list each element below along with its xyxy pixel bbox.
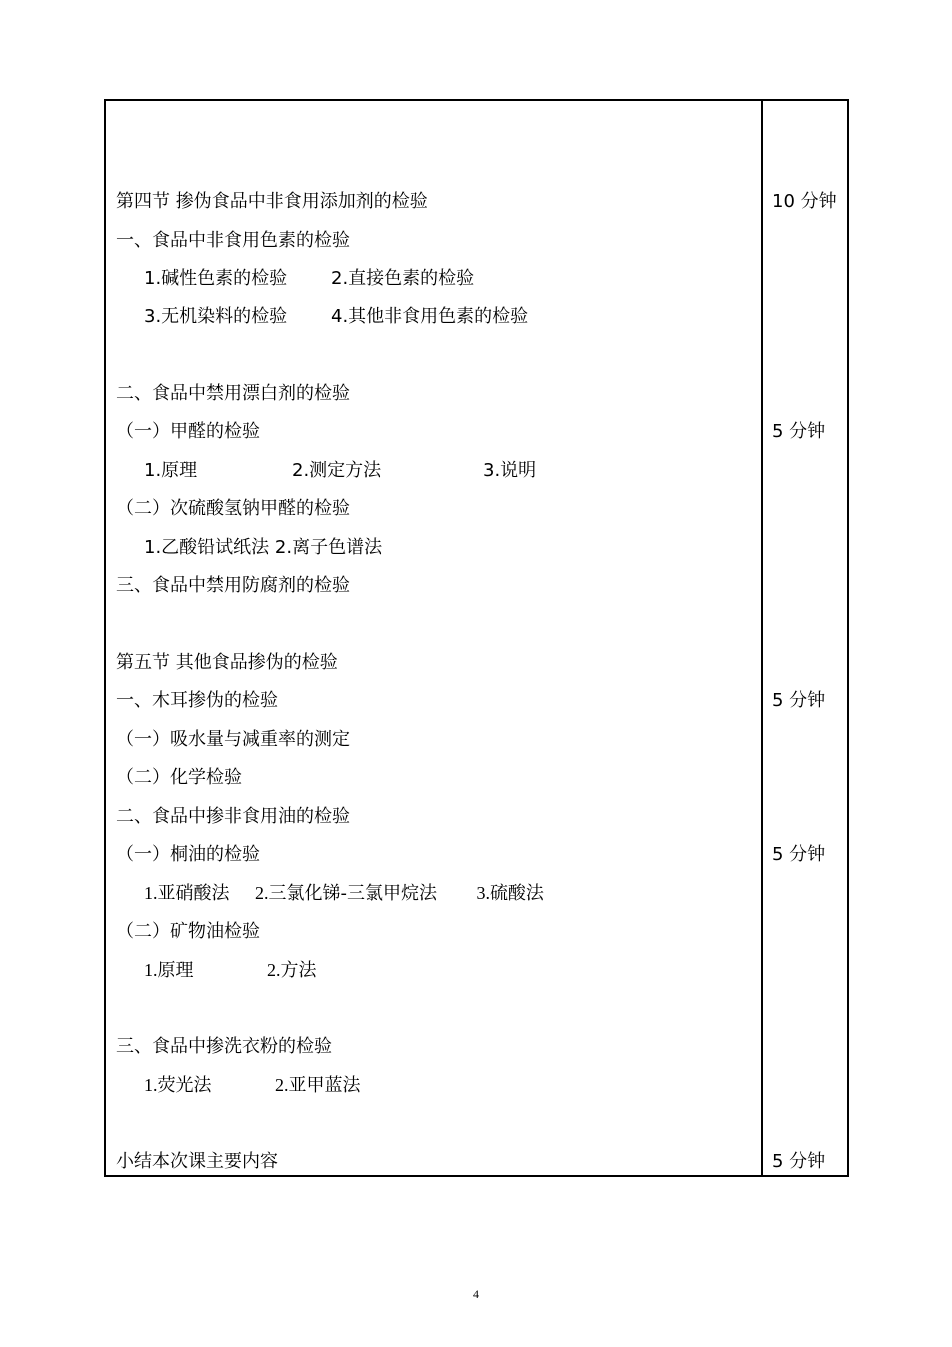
- section4-title: 第四节 掺伪食品中非食用添加剂的检验: [116, 191, 428, 212]
- s4-part2-sub2-items: 1.乙酸铅试纸法 2.离子色谱法: [144, 537, 383, 558]
- item-number: 2.: [274, 1075, 289, 1095]
- item-text: 荧光法: [157, 1075, 212, 1096]
- item-text: 亚硝酸法: [157, 883, 230, 904]
- column-divider: [761, 99, 763, 1177]
- s5-part1-time: 5 分钟: [772, 690, 826, 711]
- s4-part1-heading: 一、食品中非食用色素的检验: [116, 230, 350, 251]
- item-number: 2.: [254, 883, 269, 903]
- section4-time: 10 分钟: [772, 191, 837, 212]
- summary-time: 5 分钟: [772, 1151, 826, 1172]
- s5-part3-items: [144, 1074, 360, 1097]
- item-number: 2.: [266, 960, 281, 980]
- item-number: 1.: [144, 960, 158, 980]
- s4-part2-sub1-item: 2.测定方法: [292, 460, 382, 481]
- item-number: 1.: [144, 883, 158, 903]
- s4-part2-sub2: （二）次硫酸氢钠甲醛的检验: [116, 498, 350, 519]
- s4-part2-sub1-item: 1.原理: [144, 460, 198, 481]
- s5-part2-sub1: （一）桐油的检验: [116, 844, 260, 865]
- s4-part3-heading: 三、食品中禁用防腐剂的检验: [116, 575, 350, 596]
- lesson-table: [104, 99, 849, 1177]
- s4-part1-item: 3.无机染料的检验: [144, 306, 288, 327]
- s5-part1-heading: 一、木耳掺伪的检验: [116, 690, 278, 711]
- s4-part2-heading: 二、食品中禁用漂白剂的检验: [116, 383, 350, 404]
- item-text: 方法: [280, 960, 317, 981]
- item-text: 硫酸法: [489, 883, 544, 904]
- s5-part2-sub2-items: [144, 959, 316, 982]
- item-text: 亚甲蓝法: [288, 1075, 361, 1096]
- s4-part1-item: 1.碱性色素的检验: [144, 268, 288, 289]
- summary-text: 小结本次课主要内容: [116, 1151, 278, 1172]
- s5-part1-sub1: （一）吸水量与减重率的测定: [116, 729, 350, 750]
- section5-title: 第五节 其他食品掺伪的检验: [116, 652, 338, 673]
- item-text: 三氯化锑-三氯甲烷法: [268, 883, 437, 904]
- s5-part3-heading: 三、食品中掺洗衣粉的检验: [116, 1036, 332, 1057]
- s5-part2-sub1-items: [144, 882, 544, 905]
- s4-part1-item: 4.其他非食用色素的检验: [331, 306, 529, 327]
- page-number: 4: [473, 1287, 479, 1301]
- s5-part2-heading: 二、食品中掺非食用油的检验: [116, 806, 350, 827]
- s5-part1-sub2: （二）化学检验: [116, 767, 242, 788]
- s5-part2-time: 5 分钟: [772, 844, 826, 865]
- s4-part2-sub1: （一）甲醛的检验: [116, 421, 260, 442]
- s4-part2-sub1-item: 3.说明: [483, 460, 537, 481]
- item-number: 1.: [144, 1075, 158, 1095]
- item-number: 3.: [476, 883, 490, 903]
- s4-part2-time: 5 分钟: [772, 421, 826, 442]
- s4-part1-item: 2.直接色素的检验: [331, 268, 475, 289]
- s5-part2-sub2: （二）矿物油检验: [116, 921, 260, 942]
- item-text: 原理: [157, 960, 194, 981]
